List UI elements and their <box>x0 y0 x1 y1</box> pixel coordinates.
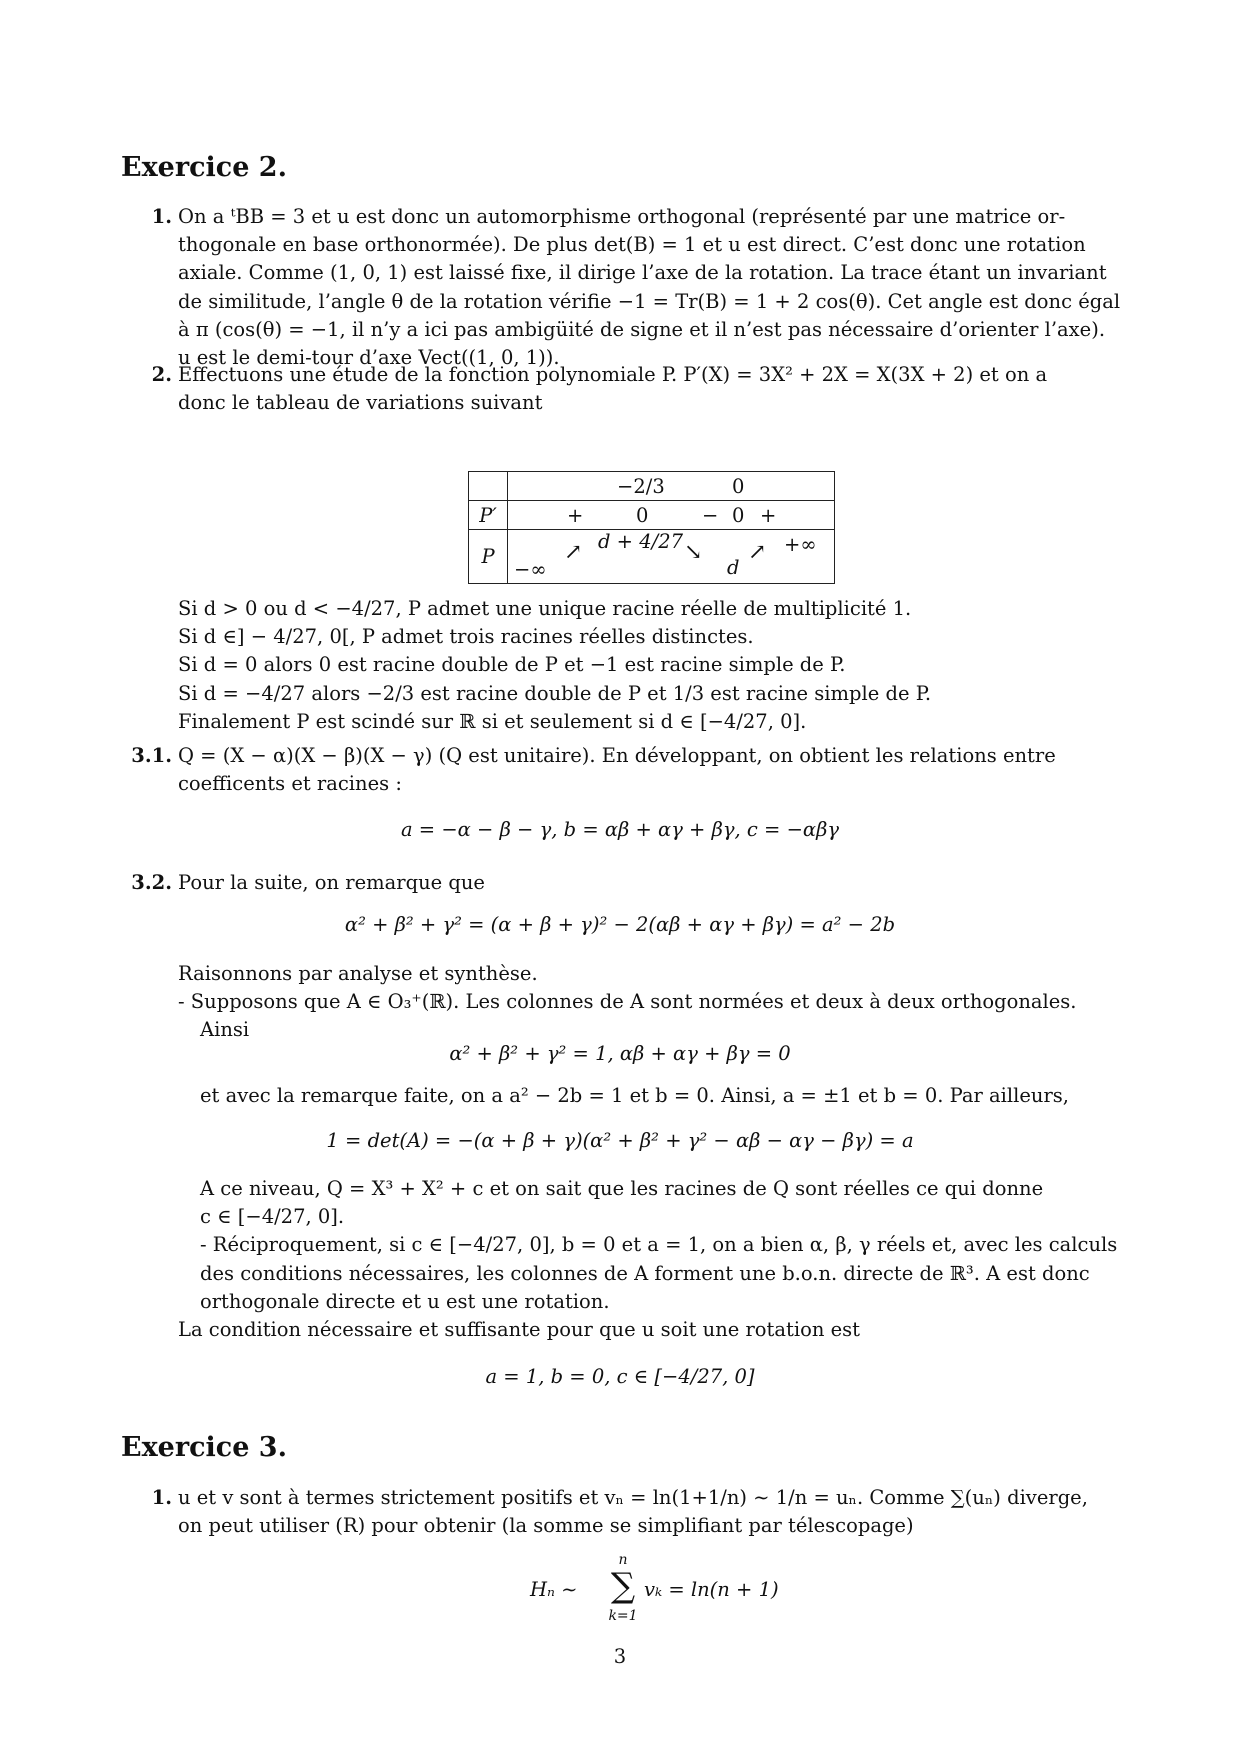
ex3-question-1 <box>120 1484 1130 1540</box>
question-number: 1. <box>151 205 172 228</box>
sum-lower-bound: k=1 <box>608 1608 638 1624</box>
text-line: et avec la remarque faite, on a a² − 2b = 1 et b = 0. Ainsi, a = ±1 et b = 0. Par ailleurs, <box>200 1084 1069 1107</box>
bullet-line: des conditions nécessaires, les colonnes de A forment une b.o.n. directe de ℝ³. A est donc <box>200 1261 1090 1285</box>
text-line: Effectuons une étude de la fonction polynomiale P. P′(X) = 3X² + 2X = X(3X + 2) et on a <box>178 363 1048 386</box>
arrow-up-icon: ↗ <box>564 540 583 565</box>
exercise-2-title: Exercice 2. <box>121 152 287 183</box>
text-line: donc le tableau de variations suivant <box>178 391 543 415</box>
ex2-question-1 <box>120 203 1130 372</box>
case-line: Si d > 0 ou d < −4/27, P admet une unique racine réelle de multiplicité 1. <box>178 597 912 620</box>
text-line: on peut utiliser (R) pour obtenir (la somme se simplifiant par télescopage) <box>178 1514 914 1538</box>
page-number: 3 <box>613 1645 627 1668</box>
local-maximum-value: d + 4/27 <box>598 530 684 553</box>
text-line: u est le demi-tour d’axe Vect((1, 0, 1)). <box>178 346 560 370</box>
formula-orthonormal: α² + β² + γ² = 1, αβ + αγ + βγ = 0 <box>449 1042 791 1065</box>
bullet-line: orthogonale directe et u est une rotation. <box>200 1289 610 1313</box>
bullet-line: - Réciproquement, si c ∈ [−4/27, 0], b = 0 et a = 1, on a bien α, β, γ réels et, avec les calculs <box>200 1233 1118 1257</box>
case-line: Finalement P est scindé sur ℝ si et seulement si d ∈ [−4/27, 0]. <box>178 709 807 733</box>
text-line: à π (cos(θ) = −1, il n’y a ici pas ambigüité de signe et il n’est pas nécessaire d’orienter l’axe). <box>178 317 1106 341</box>
text-line: u et v sont à termes strictement positifs et vₙ = ln(1+1/n) ∼ 1/n = uₙ. Comme ∑(uₙ) diverge, <box>178 1486 1088 1509</box>
ex2-q32-mid <box>120 1082 1130 1110</box>
value-minus-infinity: −∞ <box>514 558 547 581</box>
case-line: Si d ∈] − 4/27, 0[, P admet trois racines réelles distinctes. <box>178 625 754 649</box>
ex2-question-3-2 <box>120 869 1130 897</box>
row-label-function: P <box>469 530 508 584</box>
text-line: de similitude, l’angle θ de la rotation vérifie −1 = Tr(B) = 1 + 2 cos(θ). Cet angle est donc égal <box>178 289 1121 313</box>
text-line: Pour la suite, on remarque que <box>178 871 485 894</box>
x-value: 0 <box>732 475 745 498</box>
case-line: Si d = 0 alors 0 est racine double de P et −1 est racine simple de P. <box>178 653 846 677</box>
ex2-q2-cases <box>120 595 1130 736</box>
formula-relations: a = −α − β − γ, b = αβ + αγ + βγ, c = −αβγ <box>400 818 840 841</box>
sign: 0 <box>636 504 649 527</box>
formula-determinant: 1 = det(A) = −(α + β + γ)(α² + β² + γ² − αβ − αγ − βγ) = a <box>326 1129 914 1152</box>
text-line: On a ᵗBB = 3 et u est donc un automorphisme orthogonal (représenté par une matrice or- <box>178 205 1066 228</box>
sign-row <box>508 501 835 530</box>
sign: − <box>702 504 719 527</box>
question-number: 2. <box>151 363 172 386</box>
ex2-q32-analysis <box>120 960 1130 1045</box>
text-line: thogonale en base orthonormée). De plus det(B) = 1 et u est direct. C’est donc une rotation <box>178 233 1086 257</box>
text-line: Raisonnons par analyse et synthèse. <box>178 962 538 985</box>
row-label-derivative: P′ <box>469 501 508 530</box>
ex2-question-3-1 <box>120 742 1130 798</box>
exercise-3-title: Exercice 3. <box>121 1432 287 1463</box>
formula-condition: a = 1, b = 0, c ∈ [−4/27, 0] <box>485 1365 755 1388</box>
x-value: −2/3 <box>617 475 665 498</box>
formula-sum-squares: α² + β² + γ² = (α + β + γ)² − 2(αβ + αγ + βγ) = a² − 2b <box>344 913 896 936</box>
ex2-q32-conclusion <box>120 1316 1130 1344</box>
text-line: Q = (X − α)(X − β)(X − γ) (Q est unitaire). En développant, on obtient les relations entre <box>178 744 1056 767</box>
sum-icon: ∑ <box>610 1566 636 1606</box>
text-line: A ce niveau, Q = X³ + X² + c et on sait que les racines de Q sont réelles ce qui donne <box>200 1177 1044 1200</box>
arrow-up-icon: ↗ <box>748 540 767 565</box>
table-corner <box>469 472 508 501</box>
formula-harmonic <box>530 1552 790 1624</box>
formula-rhs: vₖ = ln(n + 1) <box>644 1578 779 1601</box>
question-number: 1. <box>151 1486 172 1509</box>
ex2-q32-level <box>120 1175 1130 1316</box>
formula-lhs: Hₙ ∼ <box>530 1578 578 1601</box>
sum-upper-bound: n <box>618 1552 628 1568</box>
value-plus-infinity: +∞ <box>784 533 817 556</box>
x-row <box>508 472 835 501</box>
question-number: 3.2. <box>131 871 172 894</box>
text-line: c ∈ [−4/27, 0]. <box>200 1205 345 1229</box>
text-line: coefficents et racines : <box>178 772 402 796</box>
sign: + <box>567 504 584 527</box>
variation-row <box>508 530 835 584</box>
bullet-line: - Supposons que A ∈ O₃⁺(ℝ). Les colonnes de A sont normées et deux à deux orthogonales. <box>178 990 1077 1014</box>
text-line: La condition nécessaire et suffisante pour que u soit une rotation est <box>178 1318 860 1341</box>
variation-table <box>468 471 835 584</box>
bullet-line: Ainsi <box>200 1018 250 1042</box>
question-number: 3.1. <box>131 744 172 767</box>
sign: + <box>760 504 777 527</box>
arrow-down-icon: ↘ <box>684 540 703 565</box>
local-minimum-value: d <box>727 556 740 579</box>
text-line: axiale. Comme (1, 0, 1) est laissé fixe, il dirige l’axe de la rotation. La trace étant un invariant <box>178 261 1107 285</box>
sign: 0 <box>732 504 745 527</box>
ex2-question-2 <box>120 361 1130 417</box>
case-line: Si d = −4/27 alors −2/3 est racine double de P et 1/3 est racine simple de P. <box>178 681 932 705</box>
